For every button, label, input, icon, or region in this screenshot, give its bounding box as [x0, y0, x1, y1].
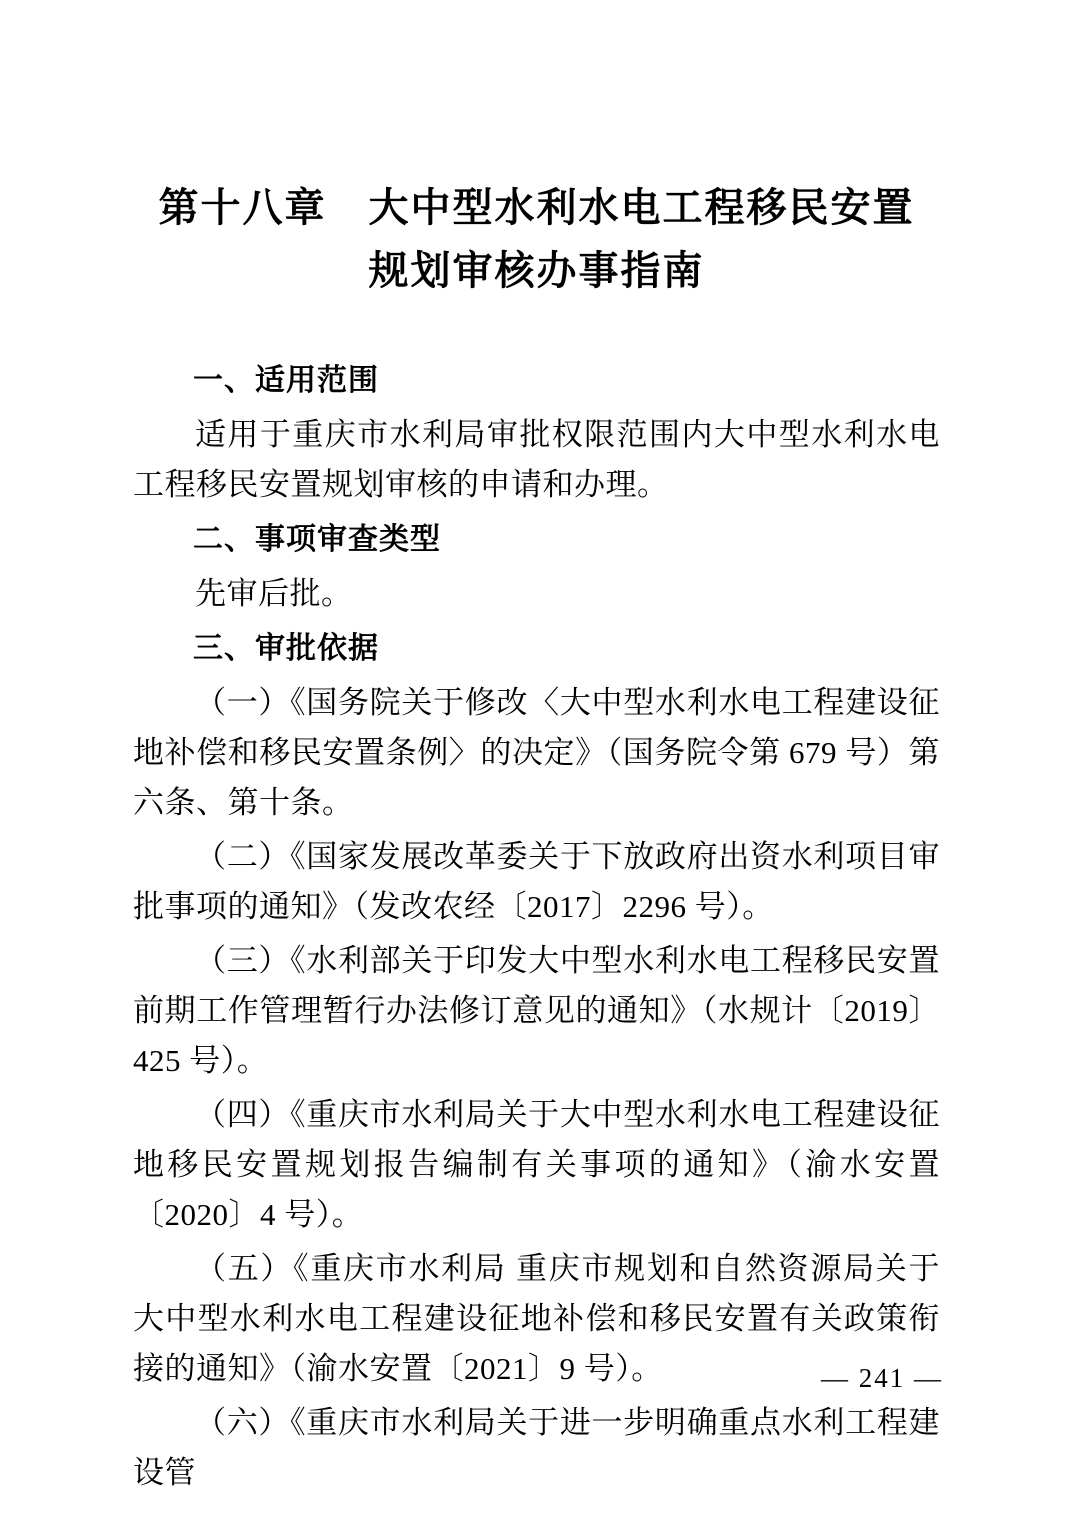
paragraph-basis-6: （六）《重庆市水利局关于进一步明确重点水利工程建设管 — [133, 1405, 940, 1490]
paragraph-basis-5: （五）《重庆市水利局 重庆市规划和自然资源局关于大中型水利水电工程建设征地补偿和移民安置有关政策衔接的通知》（渝水安置〔2021〕9 号）。 — [133, 1251, 940, 1386]
paragraph-basis-1: （一）《国务院关于修改〈大中型水利水电工程建设征地补偿和移民安置条例〉的决定》（国务院令第 679 号）第六条、第十条。 — [133, 685, 940, 820]
chapter-title-line-1: 第十八章 大中型水利水电工程移民安置 — [158, 185, 915, 230]
document-content — [133, 176, 940, 1498]
chapter-title — [133, 176, 940, 302]
paragraph-scope: 适用于重庆市水利局审批权限范围内大中型水利水电工程移民安置规划审核的申请和办理。 — [133, 417, 940, 502]
page-number: — 241 — — [821, 1363, 943, 1393]
section-heading-review-type: 二、事项审查类型 — [193, 523, 441, 556]
paragraph-review-type: 先审后批。 — [195, 576, 353, 611]
paragraph-basis-2: （二）《国家发展改革委关于下放政府出资水利项目审批事项的通知》（发改农经〔2017〕2296 号）。 — [133, 839, 940, 924]
paragraph-basis-3: （三）《水利部关于印发大中型水利水电工程移民安置前期工作管理暂行办法修订意见的通知》（水规计〔2019〕425 号）。 — [133, 943, 940, 1078]
chapter-title-line-2: 规划审核办事指南 — [368, 248, 705, 293]
section-heading-approval-basis: 三、审批依据 — [193, 632, 379, 665]
section-heading-scope: 一、适用范围 — [193, 364, 379, 397]
paragraph-basis-4: （四）《重庆市水利局关于大中型水利水电工程建设征地移民安置规划报告编制有关事项的通知》（渝水安置〔2020〕4 号）。 — [133, 1097, 940, 1232]
